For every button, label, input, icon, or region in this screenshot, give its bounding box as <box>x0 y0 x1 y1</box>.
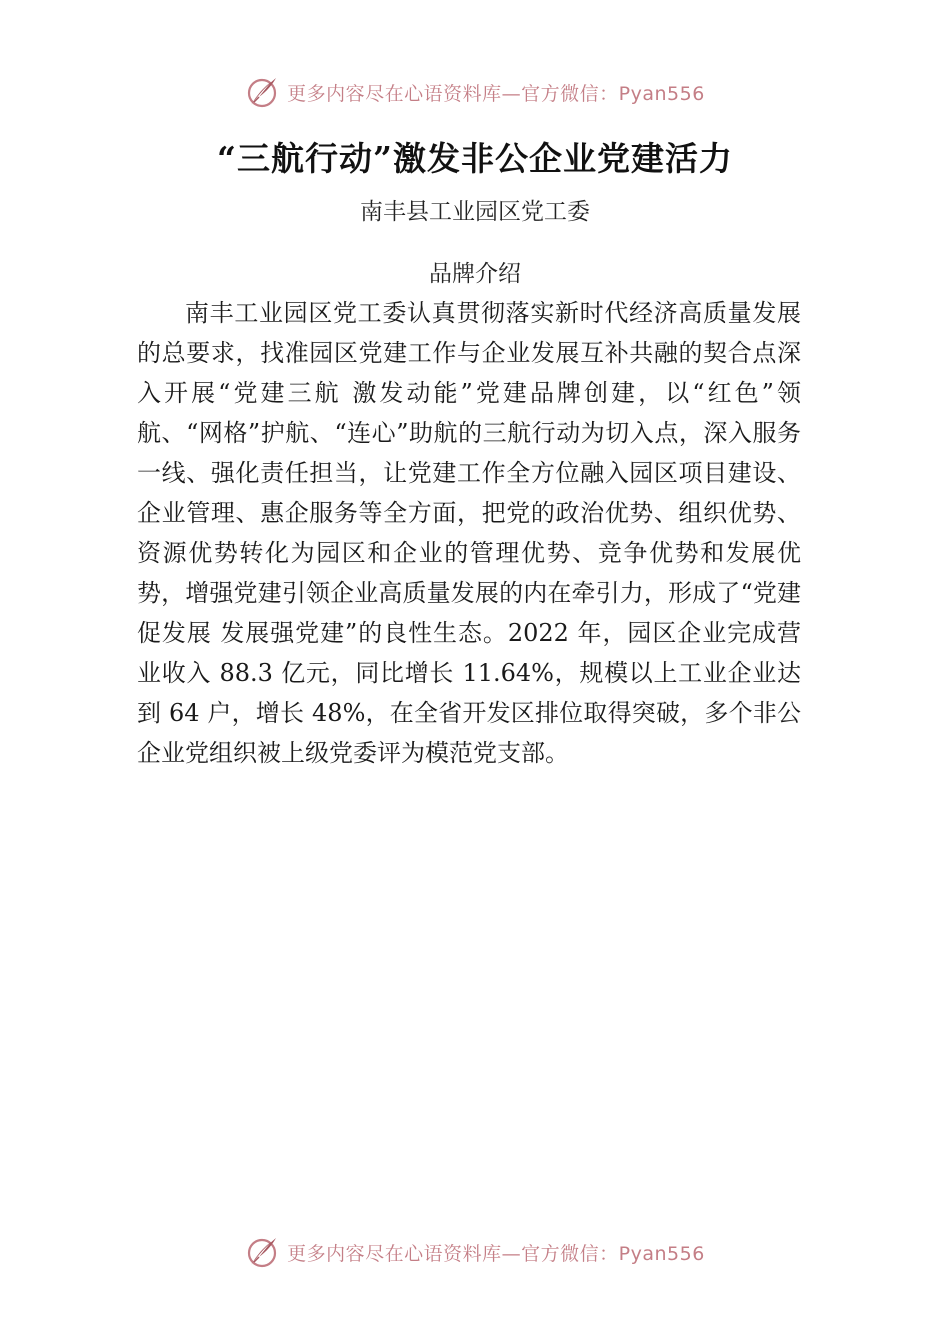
header-watermark <box>0 72 950 112</box>
feather-circle-logo-icon <box>245 75 279 109</box>
body-paragraph: 南丰工业园区党工委认真贯彻落实新时代经济高质量发展的总要求，找准园区党建工作与企业发展互补共融的契合点深入开展“党建三航 激发动能”党建品牌创建，以“红色”领航、“网格”护航、“连心”助航的三航行动为切入点，深入服务一线、强化责任担当，让党建工作全方位融入园区项目建设、企业管理、惠企服务等全方面，把党的政治优势、组织优势、资源优势转化为园区和企业的管理优势、竞争优势和发展优势，增强党建引领企业高质量发展的内在牵引力，形成了“党建促发展 发展强党建”的良性生态。2022 年，园区企业完成营业收入 88.3 亿元，同比增长 11.64%，规模以上工业企业达到 64 户，增长 48%，在全省开发区排位取得突破，多个非公企业党组织被上级党委评为模范党支部。 <box>137 299 801 767</box>
feather-circle-logo-icon <box>245 1235 279 1269</box>
document-author: 南丰县工业园区党工委 <box>360 199 590 225</box>
document-title: “三航行动”激发非公企业党建活力 <box>217 139 733 178</box>
footer-watermark <box>0 1232 950 1272</box>
section-heading: 品牌介绍 <box>429 261 521 287</box>
watermark-text: 更多内容尽在心语资料库—官方微信：Pyan556 <box>287 1242 705 1265</box>
watermark-text: 更多内容尽在心语资料库—官方微信：Pyan556 <box>287 82 705 105</box>
